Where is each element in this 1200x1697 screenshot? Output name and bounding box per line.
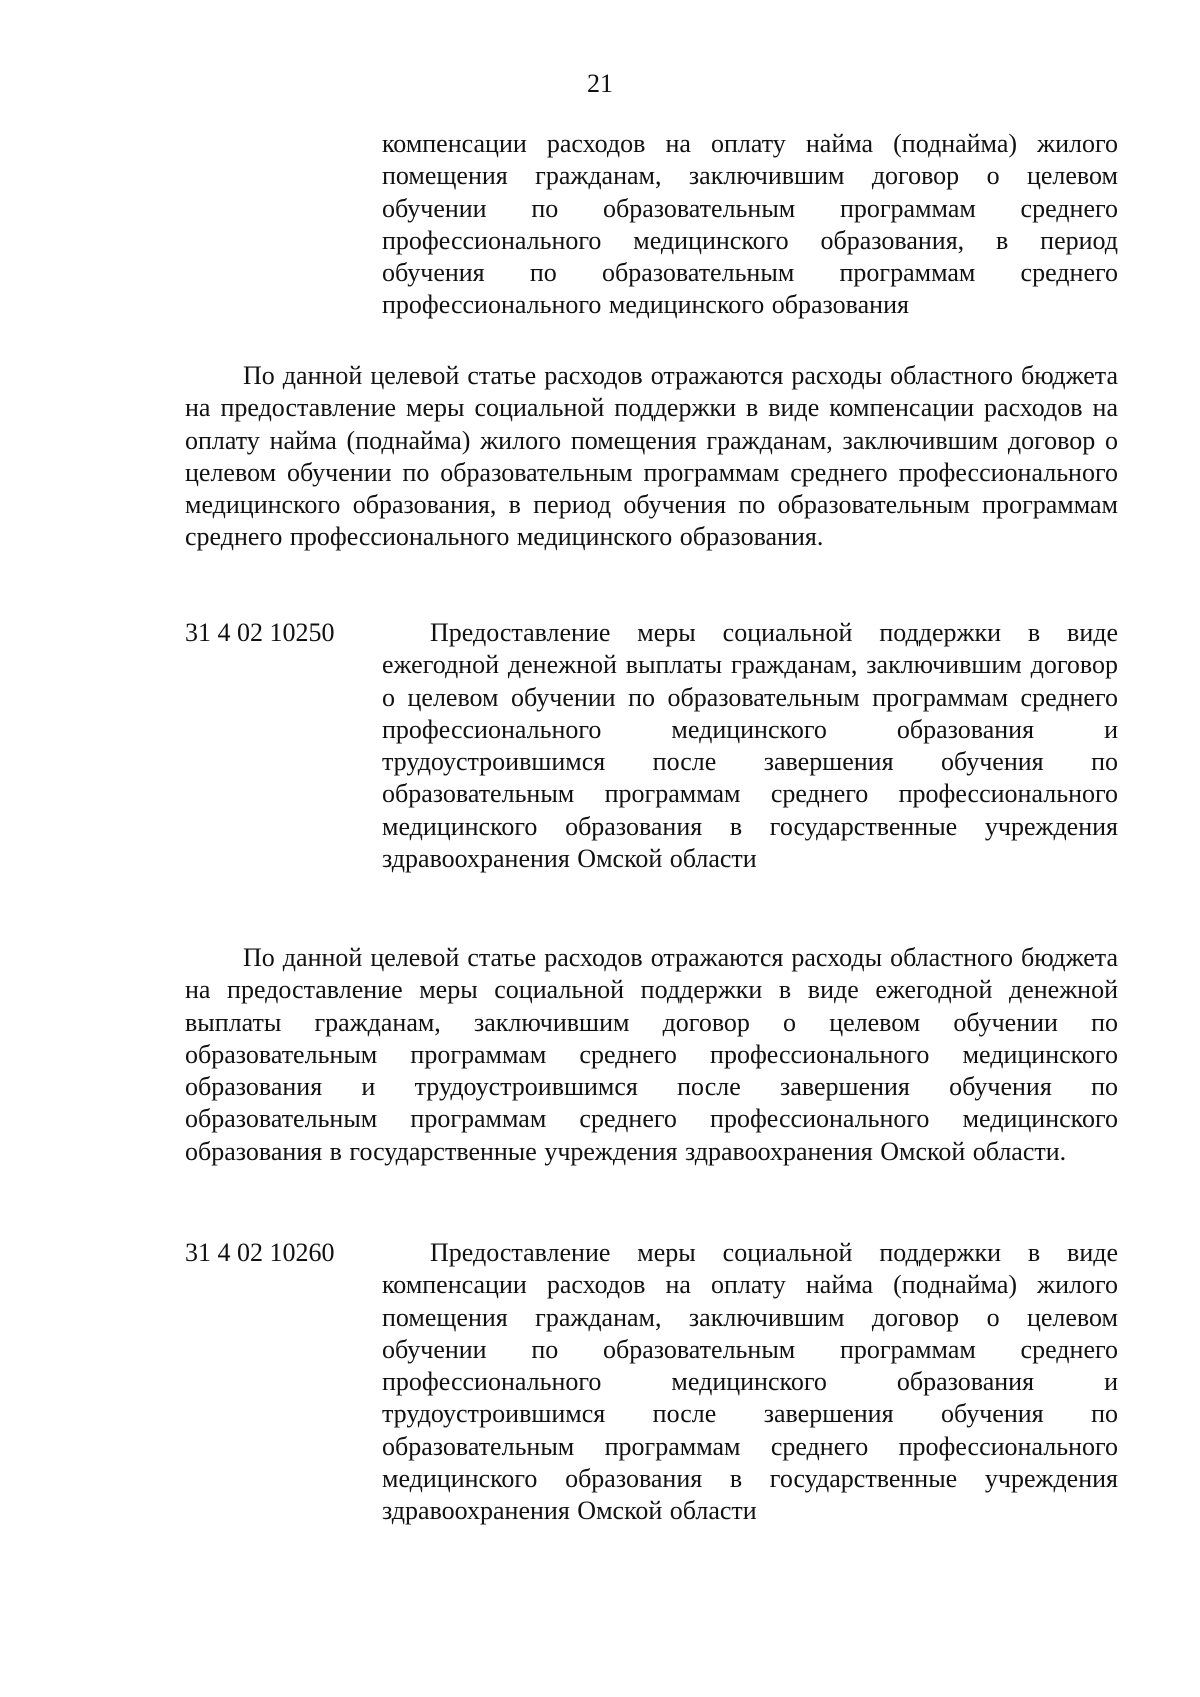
- description-paragraph: По данной целевой статье расходов отражаются расходы областного бюджета на предоставление меры социальной поддержки в виде ежегодной денежной выплаты гражданам, заключившим договор о целевом обучении по образовательным программам среднего профессионального медицинского образования и трудоустроившимся после завершения обучения по образовательным программам среднего профессионального медицинского образования в государственные учреждения здравоохранения Омской области.: [185, 943, 1118, 1166]
- entry-title: Предоставление меры социальной поддержки в виде компенсации расходов на оплату найма (поднайма) жилого помещения гражданам, заключившим договор о целевом обучении по образовательным программам среднего профессионального медицинского образования и трудоустроившимся после завершения обучения по образовательным программам среднего профессионального медицинского образования в государственные учреждения здравоохранения Омской области: [382, 1238, 1118, 1526]
- page-number: 21: [587, 69, 613, 98]
- entry-continuation-text: компенсации расходов на оплату найма (поднайма) жилого помещения гражданам, заключившим договор о целевом обучении по образовательным программам среднего профессионального медицинского образования, в период обучения по образовательным программам среднего профессионального медицинского образования: [382, 129, 1118, 320]
- description-paragraph: По данной целевой статье расходов отражаются расходы областного бюджета на предоставление меры социальной поддержки в виде компенсации расходов на оплату найма (поднайма) жилого помещения гражданам, заключившим договор о целевом обучении по образовательным программам среднего профессионального медицинского образования, в период обучения по образовательным программам среднего профессионального медицинского образования.: [185, 361, 1118, 552]
- budget-code: 31 4 02 10250: [185, 618, 335, 647]
- budget-code: 31 4 02 10260: [185, 1238, 335, 1267]
- entry-title: Предоставление меры социальной поддержки в виде ежегодной денежной выплаты гражданам, заключившим договор о целевом обучении по образовательным программам среднего профессионального медицинского образования и трудоустроившимся после завершения обучения по образовательным программам среднего профессионального медицинского образования в государственные учреждения здравоохранения Омской области: [382, 618, 1118, 874]
